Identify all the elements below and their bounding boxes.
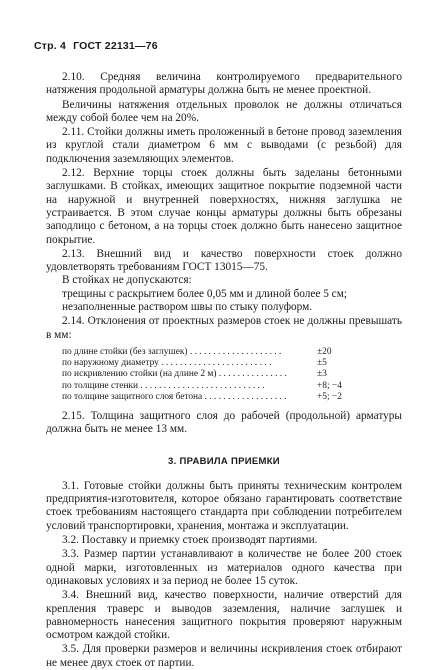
deviation-row xyxy=(62,358,402,369)
deviation-value: ±3 xyxy=(317,369,327,380)
deviation-row xyxy=(62,369,402,380)
clause-3-3: 3.3. Размер партии устанавливают в количестве не более 200 стоек одной марки, изготовленных из материалов одного качества при одинаковых условиях и за период не более 15 суток. xyxy=(46,548,402,587)
clause-2-14: 2.14. Отклонения от проектных размеров стоек не должны превышать в мм: xyxy=(46,315,402,341)
clause-2-10: 2.10. Средняя величина контролируемого предварительного натяжения продольной арматуры должна быть не менее проектной. xyxy=(46,71,402,97)
clause-3-1: 3.1. Готовые стойки должны быть приняты техническим контролем предприятия-изготовителя, которое обязано гарантировать соответствие стоек требованиям настоящего стандарта при соблюдении потребителем условий транспортировки, хранения, монтажа и эксплуатации. xyxy=(46,479,402,532)
deviation-row xyxy=(62,392,402,403)
page-content xyxy=(46,71,402,670)
page-number: Стр. 4 xyxy=(34,40,67,52)
deviation-label: по толщине защитного слоя бетона . . . . . . . . . . . . . . . . . . xyxy=(62,391,287,402)
deviation-value: +8; −4 xyxy=(317,380,342,391)
clause-2-13-intro: В стойках не допускаются: xyxy=(62,274,192,287)
deviation-value: +5; −2 xyxy=(317,391,342,402)
standard-code: ГОСТ 22131—76 xyxy=(73,40,158,52)
clause-2-10-note: Величины натяжения отдельных проволок не должны отличаться между собой более чем на 20%. xyxy=(46,98,402,124)
deviation-label: по наружному диаметру . . . . . . . . . . . . . . . . . . . . . . . . xyxy=(62,358,272,369)
clause-2-13-item-1: трещины с раскрытием более 0,05 мм и длиной более 5 см; xyxy=(62,287,347,300)
clause-2-13: 2.13. Внешний вид и качество поверхности стоек должно удовлетворять требованиям ГОСТ 13015—75. xyxy=(46,247,402,274)
deviation-label: по толщине стенки . . . . . . . . . . . . . . . . . . . . . . . . . . . xyxy=(62,380,265,391)
clause-3-5: 3.5. Для проверки размеров и величины искривления стоек отбирают не менее двух стоек от партии. xyxy=(46,643,402,669)
clause-2-11: 2.11. Стойки должны иметь проложенный в бетоне провод заземления из круглой стали диаметром 6 мм с выводами (с резьбой) для подключения заземляющих элементов. xyxy=(46,126,402,165)
clause-2-13-item-2: незаполненные раствором швы по стыку полуформ. xyxy=(62,301,313,314)
clause-3-4: 3.4. Внешний вид, качество поверхности, наличие отверстий для крепления траверс и выводов заземления, наличие заглушек и равномерность нанесения защитного покрытия проверяют наружным осмотром каждой стойки. xyxy=(46,589,402,642)
section-title: 3. ПРАВИЛА ПРИЕМКИ xyxy=(168,455,280,467)
deviation-table xyxy=(62,347,402,403)
clause-2-12: 2.12. Верхние торцы стоек должны быть заделаны бетонными заглушками. В стойках, имеющих защитное покрытие подземной части на наружной и внутренней поверхностях, нижняя заглушка не устраивается. В этом случае концы арматуры должны быть обрезаны заподлицо с бетоном, а на торцы стоек должно быть нанесено защитное покрытие. xyxy=(46,167,402,246)
clause-3-2: 3.2. Поставку и приемку стоек производят партиями. xyxy=(62,534,318,547)
deviation-value: ±5 xyxy=(317,358,327,369)
page-header xyxy=(34,40,162,53)
clause-2-15: 2.15. Толщина защитного слоя до рабочей (продольной) арматуры должна быть не менее 13 мм. xyxy=(46,409,402,436)
deviation-value: ±20 xyxy=(317,346,332,357)
deviation-row xyxy=(62,381,402,392)
deviation-label: по искривлению стойки (на длине 2 м) . . . . . . . . . . . . . . . xyxy=(62,369,287,380)
deviation-label: по длине стойки (без заглушек) . . . . . . . . . . . . . . . . . . . . xyxy=(62,346,282,357)
deviation-row xyxy=(62,347,402,358)
